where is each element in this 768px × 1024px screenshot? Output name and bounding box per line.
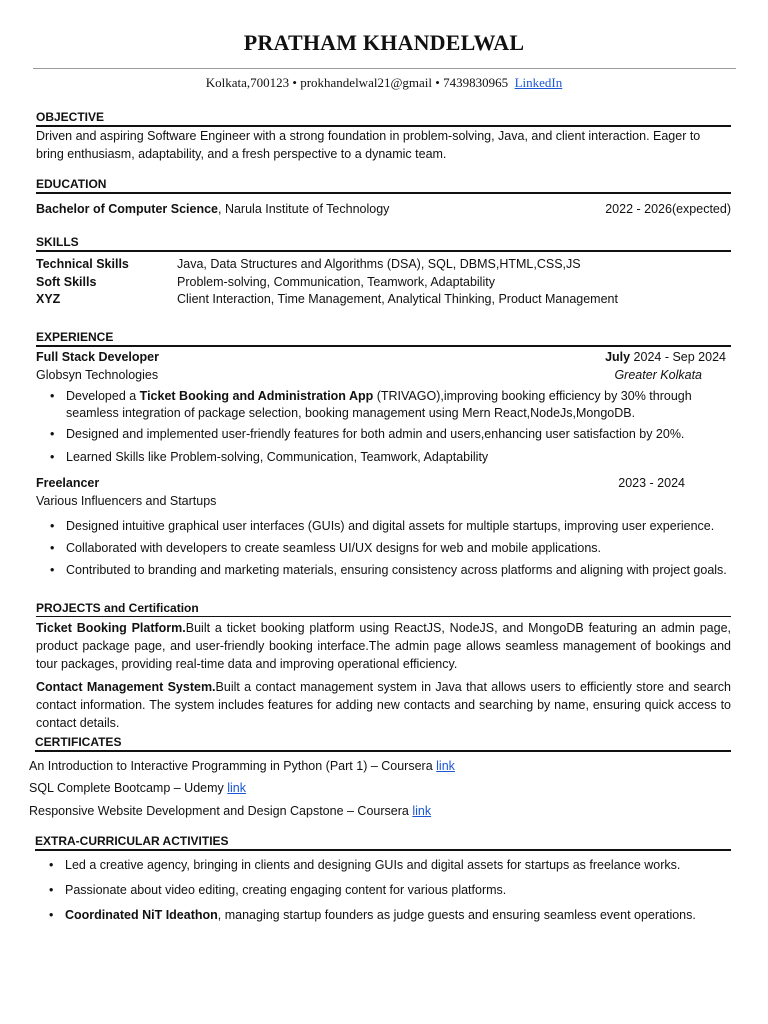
projects-title: PROJECTS and Certification: [36, 601, 731, 617]
objective-section: [36, 110, 731, 163]
job-dates: July 2024 - Sep 2024: [605, 350, 726, 364]
job-header: [36, 348, 731, 366]
skill-row: [36, 274, 731, 292]
job-company-row: [36, 366, 731, 384]
project-item: [36, 678, 731, 732]
job-dates: 2023 - 2024: [618, 476, 685, 490]
job-bullets: [36, 518, 731, 579]
list-item: • Passionate about video editing, creating engaging content for various platforms.: [35, 882, 731, 899]
job-header: [36, 474, 731, 492]
job-company: Various Influencers and Startups: [36, 494, 217, 508]
experience-title: EXPERIENCE: [36, 330, 731, 347]
skill-label: Technical Skills: [36, 257, 129, 271]
skill-label: Soft Skills: [36, 274, 97, 289]
list-item: • Led a creative agency, bringing in clients and designing GUIs and digital assets for startups as freelance works.: [35, 857, 731, 874]
certificate-item: SQL Complete Bootcamp – Udemy link: [29, 781, 247, 795]
list-item: • Contributed to branding and marketing materials, ensuring consistency across platforms and aligning with project goals.: [36, 562, 731, 579]
job-location: Greater Kolkata: [614, 368, 702, 382]
list-item: • Designed and implemented user-friendly features for both admin and users,enhancing user satisfaction by 20%.: [36, 426, 731, 443]
experience-section: [36, 330, 731, 579]
candidate-name: PRATHAM KHANDELWAL: [243, 30, 525, 55]
job-bullets: [36, 388, 731, 466]
list-item: • Collaborated with developers to create seamless UI/UX designs for web and mobile applications.: [36, 540, 731, 557]
job-company: Globsyn Technologies: [36, 368, 159, 382]
education-title: EDUCATION: [36, 177, 731, 194]
skill-value: Problem-solving, Communication, Teamwork, Adaptability: [177, 274, 495, 289]
objective-text: Driven and aspiring Software Engineer with a strong foundation in problem-solving, Java, and client interaction. Eager to bring enthusiasm, adaptability, and a fresh perspective to a dynamic team.: [36, 129, 701, 161]
skill-row: [36, 291, 731, 309]
project-description: Built a ticket booking platform using ReactJS, NodeJS, and MongoDB featuring an admin page, product package page, and user-friendly booking interface.The admin page allows seamless management of bookings and tour packages, providing real-time data and improving operational efficiency.: [36, 621, 731, 671]
project-item: [36, 619, 731, 673]
skill-row: [36, 256, 731, 274]
skills-section: [36, 235, 731, 309]
linkedin-link[interactable]: LinkedIn: [514, 75, 563, 90]
education-row: [36, 200, 731, 218]
project-name: Contact Management System.: [36, 680, 216, 694]
certificates-title: CERTIFICATES: [35, 735, 731, 752]
education-dates: 2022 - 2026(expected): [605, 202, 731, 216]
name-divider: [33, 68, 736, 69]
list-item: • Designed intuitive graphical user interfaces (GUIs) and digital assets for multiple startups, improving user experience.: [36, 518, 731, 535]
degree: Bachelor of Computer Science: [36, 202, 218, 216]
list-item: • Learned Skills like Problem-solving, Communication, Teamwork, Adaptability: [36, 449, 731, 466]
job-role: Freelancer: [36, 476, 100, 490]
skill-value: Client Interaction, Time Management, Analytical Thinking, Product Management: [177, 292, 618, 306]
certificate-link[interactable]: link: [227, 781, 247, 795]
skills-list: [36, 256, 731, 309]
certificate-item: Responsive Website Development and Design Capstone – Coursera link: [29, 804, 432, 818]
list-item: • Developed a Ticket Booking and Administration App (TRIVAGO),improving booking efficiency by 30% through seamless integration of package selection, booking management using Mern React,NodeJs,MongoDB.: [36, 388, 731, 422]
extracurricular-bullets: [35, 857, 731, 924]
extracurricular-title: EXTRA-CURRICULAR ACTIVITIES: [35, 834, 731, 851]
education-section: [36, 177, 731, 218]
certificate-link[interactable]: link: [412, 804, 432, 818]
skill-value: Java, Data Structures and Algorithms (DSA), SQL, DBMS,HTML,CSS,JS: [177, 257, 581, 271]
contact-details: Kolkata,700123 • prokhandelwal21@gmail • 7439830965: [205, 75, 509, 90]
list-item: • Coordinated NiT Ideathon, managing startup founders as judge guests and ensuring seamless event operations.: [35, 907, 731, 924]
certificate-item: An Introduction to Interactive Programming in Python (Part 1) – Coursera link: [29, 759, 455, 773]
institution: , Narula Institute of Technology: [218, 202, 390, 216]
job-entry: [36, 474, 731, 579]
project-description: Built a contact management system in Java that allows users to efficiently store and search contact information. The system includes features for adding new contacts and searching by name, ensuring quick access to contact details.: [36, 680, 731, 730]
job-entry: [36, 348, 731, 466]
objective-title: OBJECTIVE: [36, 110, 731, 127]
project-name: Ticket Booking Platform.: [36, 621, 186, 635]
certificate-link[interactable]: link: [436, 759, 455, 773]
extracurricular-section: [35, 834, 731, 924]
certificates-section: [35, 735, 731, 752]
job-role: Full Stack Developer: [36, 350, 159, 364]
skills-title: SKILLS: [36, 235, 731, 252]
contact-line: [0, 75, 768, 91]
projects-section: [36, 601, 731, 732]
skill-label: XYZ: [36, 292, 61, 306]
